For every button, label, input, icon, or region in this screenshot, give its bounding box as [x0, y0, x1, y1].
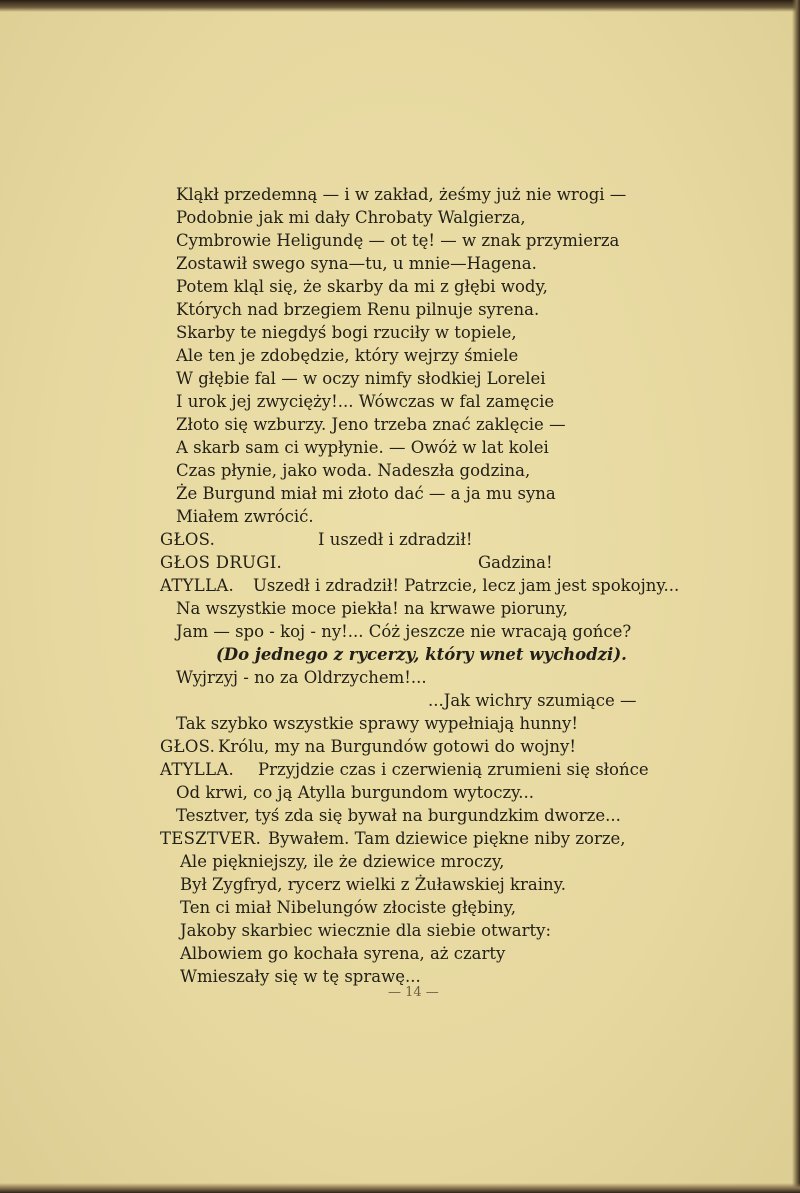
verse-line: Uszedł i zdradził! Patrzcie, lecz jam jest spokojny... — [253, 576, 680, 595]
speaker-label: GŁOS DRUGI. — [160, 553, 283, 572]
verse-line: Na wszystkie moce piekła! na krwawe pioruny, — [176, 599, 568, 618]
verse-line: A skarb sam ci wypłynie. — Owóż w lat kolei — [176, 438, 549, 457]
speaker-label: ATYLLA. — [160, 576, 235, 595]
verse-line: I urok jej zwycięży!... Wówczas w fal zamęcie — [176, 392, 555, 411]
verse-line: Zostawił swego syna—tu, u mnie—Hagena. — [176, 254, 537, 273]
speaker-label: GŁOS. — [160, 737, 216, 756]
verse-line: I uszedł i zdradził! — [318, 530, 473, 549]
page-bottom-edge — [0, 1183, 800, 1193]
stage-direction: (Do jednego z rycerzy, który wnet wychodzi). — [216, 645, 627, 664]
verse-line: Przyjdzie czas i czerwienią zrumieni się słońce — [258, 760, 649, 779]
verse-line: Wmieszały się w tę sprawę... — [180, 967, 421, 986]
speaker-label: ATYLLA. — [160, 760, 235, 779]
verse-line: Kląkł przedemną — i w zakład, żeśmy już nie wrogi — — [176, 185, 627, 204]
page-top-edge — [0, 0, 800, 12]
verse-line: Tesztver, tyś zda się bywał na burgundzkim dworze... — [176, 806, 621, 825]
verse-line: W głębie fal — w oczy nimfy słodkiej Lorelei — [176, 369, 546, 388]
verse-line: Ale ten je zdobędzie, który wejrzy śmiele — [176, 346, 519, 365]
verse-line: Skarby te niegdyś bogi rzuciły w topiele, — [176, 323, 517, 342]
verse-line: Bywałem. Tam dziewice piękne niby zorze, — [268, 829, 626, 848]
verse-line: Czas płynie, jako woda. Nadeszła godzina, — [176, 461, 531, 480]
verse-line: Albowiem go kochała syrena, aż czarty — [180, 944, 506, 963]
verse-line: Że Burgund miał mi złoto dać — a ja mu syna — [176, 484, 556, 503]
verse-line: Jam — spo - koj - ny!... Cóż jeszcze nie wracają gońce? — [176, 622, 632, 641]
verse-line: ...Jak wichry szumiące — — [428, 691, 637, 710]
page-number: — 14 — — [388, 985, 439, 1000]
verse-line: Złoto się wzburzy. Jeno trzeba znać zaklęcie — — [176, 415, 566, 434]
verse-line: Cymbrowie Heligundę — ot tę! — w znak przymierza — [176, 231, 620, 250]
verse-line: Ten ci miał Nibelungów złociste głębiny, — [180, 898, 517, 917]
speaker-label: TESZTVER. — [160, 829, 262, 848]
verse-line: Potem kląl się, że skarby da mi z głębi wody, — [176, 277, 548, 296]
verse-line: Gadzina! — [478, 553, 553, 572]
speaker-label: GŁOS. — [160, 530, 216, 549]
verse-line: Podobnie jak mi dały Chrobaty Walgierza, — [176, 208, 526, 227]
verse-line: Tak szybko wszystkie sprawy wypełniają hunny! — [176, 714, 578, 733]
verse-line: Był Zygfryd, rycerz wielki z Żuławskiej krainy. — [180, 875, 566, 894]
verse-line: Jakoby skarbiec wiecznie dla siebie otwarty: — [180, 921, 552, 940]
verse-line: Wyjrzyj - no za Oldrzychem!... — [176, 668, 427, 687]
verse-line: Miałem zwrócić. — [176, 507, 314, 526]
verse-line: Których nad brzegiem Renu pilnuje syrena. — [176, 300, 540, 319]
page-right-edge — [792, 0, 800, 1193]
verse-line: Od krwi, co ją Atylla burgundom wytoczy... — [176, 783, 535, 802]
verse-line: Królu, my na Burgundów gotowi do wojny! — [218, 737, 576, 756]
verse-line: Ale piękniejszy, ile że dziewice mroczy, — [180, 852, 505, 871]
